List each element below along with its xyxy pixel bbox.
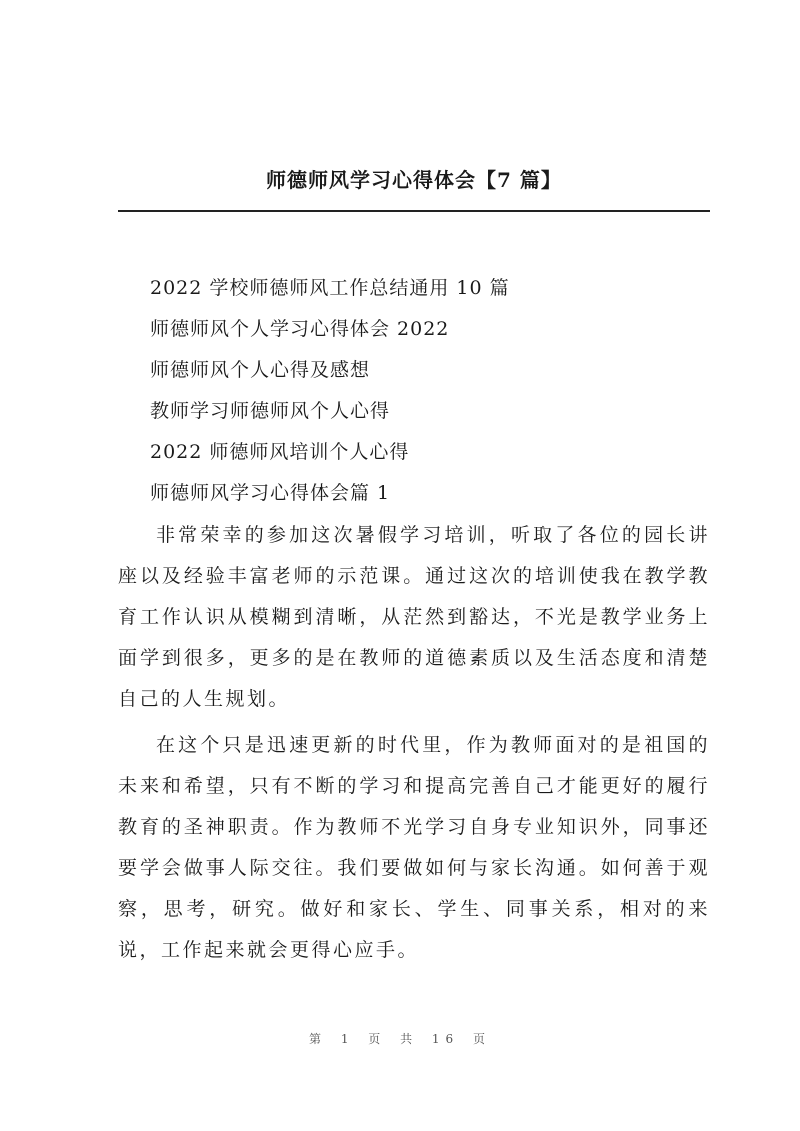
toc-item: 2022 学校师德师风工作总结通用 10 篇	[150, 277, 510, 299]
toc-item: 2022 师德师风培训个人心得	[150, 441, 410, 463]
page-number: 第 1 页 共 16 页	[309, 1032, 491, 1046]
paragraph: 非常荣幸的参加这次暑假学习培训，听取了各位的园长讲座以及经验丰富老师的示范课。通过这次的培训使我在教学教育工作认识从模糊到清晰，从茫然到豁达，不光是教学业务上面学到很多，更多的是在教师的道德素质以及生活态度和清楚自己的人生规划。	[118, 524, 710, 710]
table-of-contents	[150, 268, 710, 514]
document-title: 师德师风学习心得体会【7 篇】	[266, 168, 562, 192]
section-heading: 师德师风学习心得体会篇 1	[150, 482, 391, 504]
body-text	[118, 515, 710, 976]
toc-item: 师德师风个人学习心得体会 2022	[150, 318, 450, 340]
page-header	[118, 160, 710, 212]
toc-item: 教师学习师德师风个人心得	[150, 400, 391, 422]
toc-item: 师德师风个人心得及感想	[150, 359, 371, 381]
title-divider	[118, 210, 710, 212]
paragraph: 在这个只是迅速更新的时代里，作为教师面对的是祖国的未来和希望，只有不断的学习和提高完善自己才能更好的履行教育的圣神职责。作为教师不光学习自身专业知识外，同事还要学会做事人际交往。我们要做如何与家长沟通。如何善于观察，思考，研究。做好和家长、学生、同事关系，相对的来说，工作起来就会更得心应手。	[118, 734, 710, 961]
